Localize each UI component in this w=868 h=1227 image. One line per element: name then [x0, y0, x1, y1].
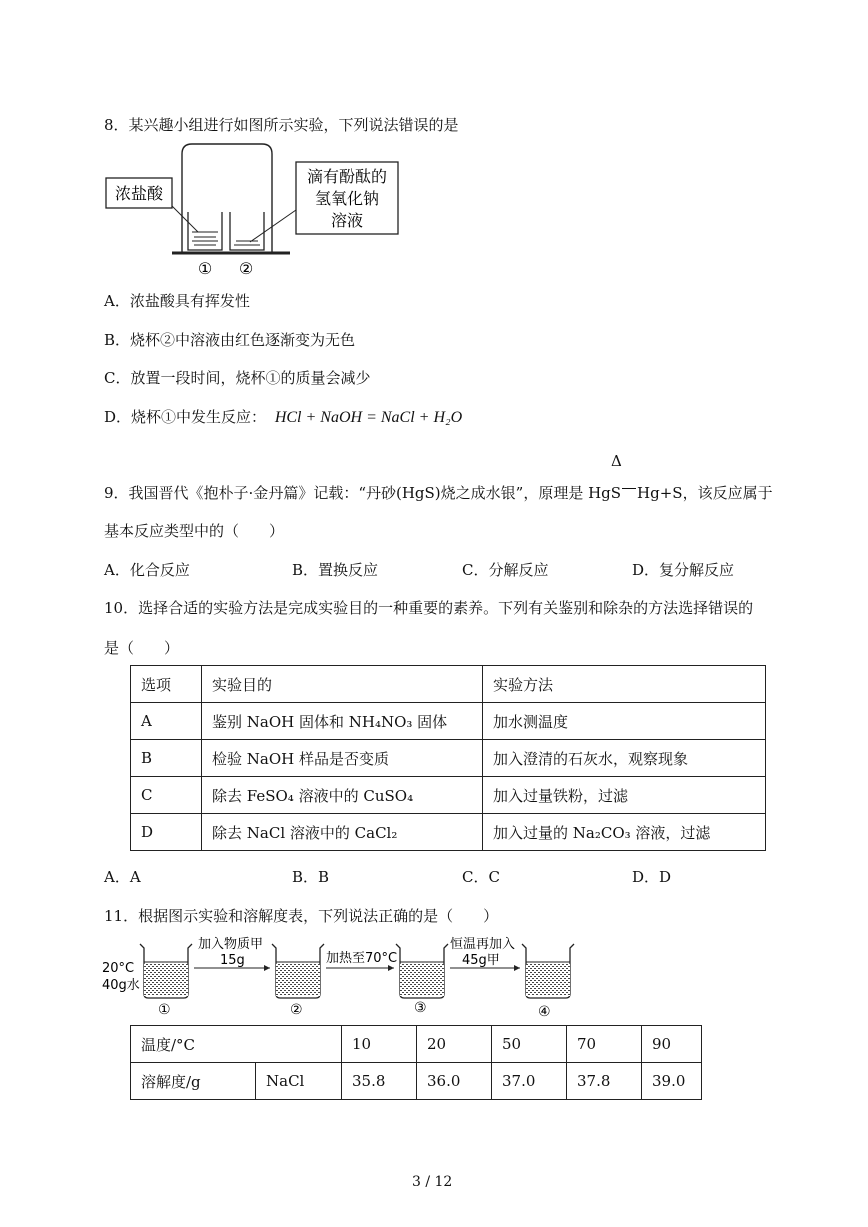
table-cell: 10 [342, 1026, 417, 1063]
label-right-l2: 氢氧化钠 [314, 189, 380, 208]
table-header: 实验方法 [483, 666, 766, 703]
q8-option-c: C．放置一段时间，烧杯①的质量会减少 [104, 369, 371, 387]
table-cell: 除去 FeSO₄ 溶液中的 CuSO₄ [202, 777, 483, 814]
q9-stem-line1 [104, 482, 773, 503]
table-cell: 39.0 [642, 1063, 702, 1100]
table-cell: 加入过量的 Na₂CO₃ 溶液，过滤 [483, 814, 766, 851]
q9-stem-line2: 基本反应类型中的（ ） [104, 522, 285, 540]
q8-option-b: B．烧杯②中溶液由红色逐渐变为无色 [104, 331, 356, 349]
q9-reaction-bar [622, 488, 636, 489]
q10-option-b: B．B [292, 868, 330, 886]
table-cell: 35.8 [342, 1063, 417, 1100]
fig-num-3: ③ [414, 1000, 427, 1016]
table-cell: B [131, 740, 202, 777]
table-cell: 除去 NaCl 溶液中的 CaCl₂ [202, 814, 483, 851]
table-cell: 加入过量铁粉，过滤 [483, 777, 766, 814]
table-cell: 70 [567, 1026, 642, 1063]
q9-heat-symbol: Δ [611, 452, 622, 470]
label-conc-hcl: 浓盐酸 [114, 184, 164, 203]
table-cell: 鉴别 NaOH 固体和 NH₄NO₃ 固体 [202, 703, 483, 740]
q10-stem-line2: 是（ ） [104, 639, 180, 657]
table-cell: C [131, 777, 202, 814]
beaker-2-number: ② [238, 259, 254, 278]
fig-num-4: ④ [538, 1004, 551, 1018]
fig-num-1: ① [158, 1002, 171, 1018]
arrow3-top: 恒温再加入 [450, 937, 516, 952]
table-cell: 90 [642, 1026, 702, 1063]
cond-temp: 20°C [102, 961, 135, 976]
q8-stem: 8．某兴趣小组进行如图所示实验，下列说法错误的是 [104, 116, 459, 134]
page-number: 3 / 12 [412, 1174, 453, 1190]
q10-stem-line1: 10．选择合适的实验方法是完成实验目的一种重要的素养。下列有关鉴别和除杂的方法选择错误的 [104, 599, 754, 617]
fig-num-2: ② [290, 1002, 303, 1018]
q11-stem: 11．根据图示实验和溶解度表，下列说法正确的是（ ） [104, 907, 499, 925]
q10-option-d: D．D [632, 868, 672, 886]
table-cell: 溶解度/g [131, 1063, 256, 1100]
table-cell: 加水测温度 [483, 703, 766, 740]
table-row [131, 777, 766, 814]
table-header: 选项 [131, 666, 202, 703]
q8-figure [100, 140, 410, 280]
arrow3-bottom: 45g甲 [462, 953, 500, 968]
q8-option-d-formula: HCl + NaOH = NaCl + H₂O [274, 409, 463, 426]
q9-stem-tail: Hg+S，该反应属于 [637, 484, 773, 502]
table-header: 实验目的 [202, 666, 483, 703]
q10-option-c: C．C [462, 868, 500, 886]
table-cell: 20 [417, 1026, 492, 1063]
q11-solubility-table [130, 1025, 702, 1100]
cond-water: 40g水 [102, 978, 140, 993]
table-cell: D [131, 814, 202, 851]
table-cell: 37.0 [492, 1063, 567, 1100]
q9-option-a: A．化合反应 [104, 561, 190, 579]
q8-option-d [104, 406, 462, 427]
table-row [131, 703, 766, 740]
q9-option-b: B．置换反应 [292, 561, 379, 579]
table-cell: 36.0 [417, 1063, 492, 1100]
table-cell: 37.8 [567, 1063, 642, 1100]
table-row [131, 1026, 702, 1063]
table-cell: 加入澄清的石灰水，观察现象 [483, 740, 766, 777]
table-cell: 50 [492, 1026, 567, 1063]
label-right-l3: 溶液 [330, 211, 364, 230]
q9-stem-text: 9．我国晋代《抱朴子·金丹篇》记载：“丹砂(HgS)烧之成水银”，原理是 HgS [104, 484, 622, 502]
q11-figure [100, 930, 590, 1018]
q10-table [130, 665, 766, 851]
table-cell: 检验 NaOH 样品是否变质 [202, 740, 483, 777]
q10-option-a: A．A [104, 868, 141, 886]
arrow2-top: 加热至70°C [326, 951, 398, 966]
arrow1-top: 加入物质甲 [198, 937, 264, 952]
arrow1-bottom: 15g [220, 953, 245, 968]
q9-option-c: C．分解反应 [462, 561, 549, 579]
table-row [131, 814, 766, 851]
q8-option-d-prefix: D．烧杯①中发生反应： [104, 408, 267, 426]
table-cell: A [131, 703, 202, 740]
table-row [131, 740, 766, 777]
q8-option-a: A．浓盐酸具有挥发性 [104, 292, 250, 310]
table-cell: 温度/°C [131, 1026, 342, 1063]
table-header-row [131, 666, 766, 703]
label-right-l1: 滴有酚酞的 [306, 167, 388, 186]
beaker-1-number: ① [197, 259, 213, 278]
table-row [131, 1063, 702, 1100]
q9-option-d: D．复分解反应 [632, 561, 735, 579]
table-cell: NaCl [256, 1063, 342, 1100]
